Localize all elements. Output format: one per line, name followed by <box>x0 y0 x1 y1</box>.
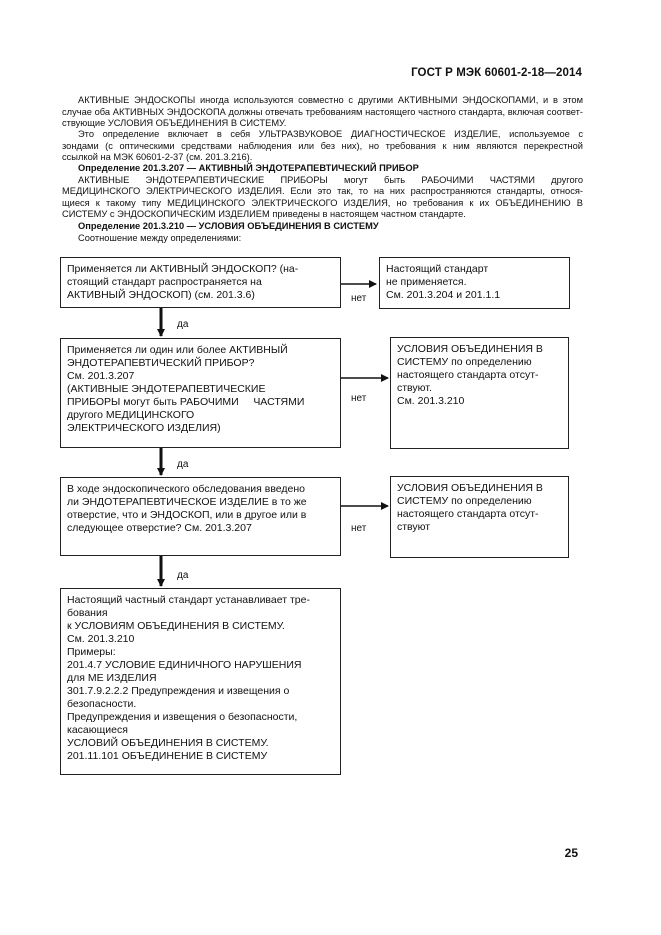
flow-final-requirements <box>60 588 341 775</box>
text-line: зондами (с оптическими средствами наблюдения или без них), но требования к ним являются перекрестной <box>62 140 583 151</box>
box-line: Примеры: <box>67 646 116 658</box>
box-line: В ходе эндоскопического обследования введено <box>67 483 305 495</box>
yes-label: да <box>177 319 189 330</box>
flow-result-not-applicable <box>379 257 570 309</box>
flow-question-same-orifice <box>60 477 341 556</box>
yes-label: да <box>177 570 189 581</box>
flow-question-endotherapy-device <box>60 338 341 448</box>
page-number: 25 <box>564 846 578 860</box>
box-line: УСЛОВИЯ ОБЪЕДИНЕНИЯ В <box>397 482 543 494</box>
box-line: касающиеся <box>67 724 128 736</box>
box-line: УСЛОВИЙ ОБЪЕДИНЕНИЯ В СИСТЕМУ. <box>67 737 269 749</box>
box-line: настоящего стандарта отсут- <box>397 508 539 520</box>
text-line: щиеся к такому типу МЕДИЦИНСКОГО ЭЛЕКТРИЧЕСКОГО ИЗДЕЛИЯ, но требования к их ОБЪЕДИНЕНИЮ В <box>62 197 583 208</box>
no-label: нет <box>351 393 367 404</box>
box-line: Применяется ли один или более АКТИВНЫЙ <box>67 344 288 356</box>
box-line: отверстие, что и ЭНДОСКОП, или в другое или в <box>67 509 307 521</box>
box-line: (АКТИВНЫЕ ЭНДОТЕРАПЕВТИЧЕСКИЕ <box>67 383 266 395</box>
box-line: ствуют <box>397 521 431 533</box>
text-line: ссылкой на МЭК 60601-2-37 (см. 201.3.216). <box>62 152 253 162</box>
box-line: См. 201.3.207 <box>67 370 135 382</box>
box-line: 201.4.7 УСЛОВИЕ ЕДИНИЧНОГО НАРУШЕНИЯ <box>67 659 302 671</box>
text-line: МЕДИЦИНСКОГО ЭЛЕКТРИЧЕСКОГО ИЗДЕЛИЯ. Если это так, то на них распространяются стандарты, относя- <box>62 186 583 196</box>
text-line: Это определение включает в себя УЛЬТРАЗВУКОВОЕ ДИАГНОСТИЧЕСКОЕ ИЗДЕЛИЕ, используемое с <box>78 129 583 139</box>
box-line: безопасности. <box>67 698 137 710</box>
box-line: бования <box>67 607 108 619</box>
box-line: стоящий стандарт распространяется на <box>67 276 262 288</box>
box-line: настоящего стандарта отсут- <box>397 369 539 381</box>
document-header: ГОСТ Р МЭК 60601-2-18—2014 <box>411 67 582 79</box>
no-label: нет <box>351 293 367 304</box>
box-line: Применяется ли АКТИВНЫЙ ЭНДОСКОП? (на- <box>67 263 299 275</box>
text-line: Соотношение между определениями: <box>78 232 242 243</box>
box-line: СИСТЕМУ по определению <box>397 356 532 368</box>
text-line: случае оба АКТИВНЫХ ЭНДОСКОПА должны отвечать требованиям настоящего частного стандарта, включая соответ- <box>62 106 583 117</box>
box-line: следующее отверстие? См. 201.3.207 <box>67 522 252 534</box>
box-line: 301.7.9.2.2.2 Предупреждения и извещения о <box>67 685 290 697</box>
box-line: Предупреждения и извещения о безопасности, <box>67 711 298 723</box>
box-line: 201.11.101 ОБЪЕДИНЕНИЕ В СИСТЕМУ <box>67 750 268 762</box>
box-line: ПРИБОРЫ могут быть РАБОЧИМИ ЧАСТЯМИ <box>67 396 305 408</box>
box-line: См. 201.3.204 и 201.1.1 <box>386 289 501 301</box>
box-line: АКТИВНЫЙ ЭНДОСКОП) (см. 201.3.6) <box>67 289 255 301</box>
text-line: АКТИВНЫЕ ЭНДОТЕРАПЕВТИЧЕСКИЕ ПРИБОРЫ могут быть РАБОЧИМИ ЧАСТЯМИ другого <box>78 174 583 185</box>
box-line: Настоящий частный стандарт устанавливает тре- <box>67 594 310 606</box>
no-label: нет <box>351 523 367 534</box>
text-line: СИСТЕМУ с ЭНДОСКОПИЧЕСКИМ ИЗДЕЛИЕМ приведены в настоящем частном стандарте. <box>62 209 466 219</box>
flow-result-no-system-conditions <box>390 337 569 449</box>
box-line: ЭНДОТЕРАПЕВТИЧЕСКИЙ ПРИБОР? <box>67 357 255 369</box>
text-line: АКТИВНЫЕ ЭНДОСКОПЫ иногда используются совместно с другими АКТИВНЫМИ ЭНДОСКОПАМИ, и в этом <box>78 95 583 105</box>
text-line: ствующие УСЛОВИЯ ОБЪЕДИНЕНИЯ В СИСТЕМУ. <box>62 118 287 128</box>
box-line: другого МЕДИЦИНСКОГО <box>67 409 195 421</box>
yes-label: да <box>177 459 189 470</box>
definition-title: Определение 201.3.210 — УСЛОВИЯ ОБЪЕДИНЕНИЯ В СИСТЕМУ <box>78 221 379 231</box>
box-line: См. 201.3.210 <box>67 633 135 645</box>
box-line: ли ЭНДОТЕРАПЕВТИЧЕСКОЕ ИЗДЕЛИЕ в то же <box>67 496 307 508</box>
box-line: СИСТЕМУ по определению <box>397 495 532 507</box>
box-line: для МЕ ИЗДЕЛИЯ <box>67 672 157 684</box>
box-line: ЭЛЕКТРИЧЕСКОГО ИЗДЕЛИЯ) <box>67 422 221 434</box>
definition-title: Определение 201.3.207 — АКТИВНЫЙ ЭНДОТЕРАПЕВТИЧЕСКИЙ ПРИБОР <box>78 163 419 173</box>
box-line: к УСЛОВИЯМ ОБЪЕДИНЕНИЯ В СИСТЕМУ. <box>67 620 285 632</box>
box-line: См. 201.3.210 <box>397 395 465 407</box>
flow-question-active-endoscope <box>60 257 341 308</box>
box-line: УСЛОВИЯ ОБЪЕДИНЕНИЯ В <box>397 343 543 355</box>
flow-result-no-system-conditions-2 <box>390 476 569 558</box>
box-line: ствуют. <box>397 382 432 394</box>
box-line: не применяется. <box>386 276 467 288</box>
box-line: Настоящий стандарт <box>386 263 489 275</box>
